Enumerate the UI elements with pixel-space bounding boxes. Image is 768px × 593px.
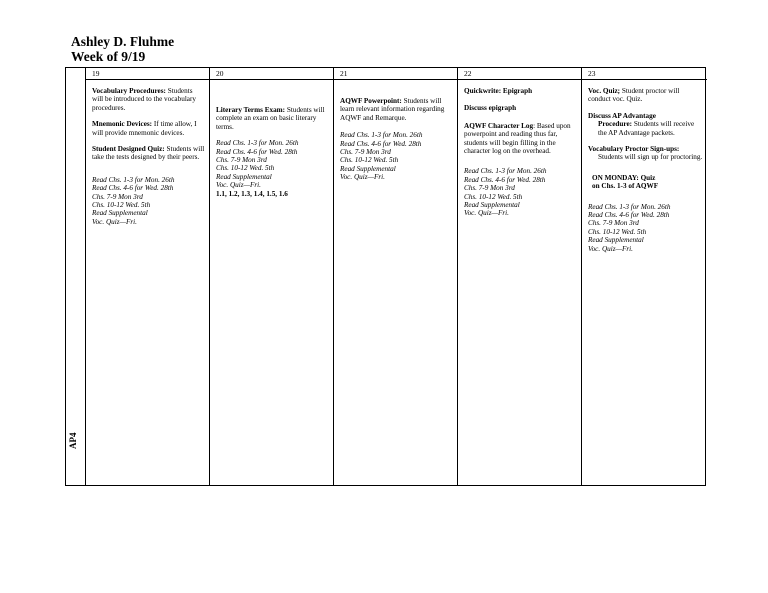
activity-text: If time allow, I will provide mnemonic devices. [92, 120, 197, 137]
notice-line: on Chs. 1-3 of AQWF [592, 182, 659, 191]
activity-title: AQWF Powerpoint: [340, 97, 402, 105]
reading-line: Read Chs. 4-6 for Wed. 28th [588, 211, 670, 220]
day-column-23 [582, 68, 707, 485]
section-list: 1.1, 1.2, 1.3, 1.4, 1.5, 1.6 [216, 189, 288, 198]
activity [92, 120, 205, 137]
reading-line: Voc. Quiz—Fri. [340, 173, 385, 182]
activity [588, 87, 703, 104]
reading-line: Read Supplemental [340, 164, 396, 173]
reading-line: Voc. Quiz—Fri. [464, 209, 509, 218]
class-period-cell [66, 68, 86, 485]
activity [588, 145, 703, 162]
activity-text: Students will take the tests designed by their peers. [92, 145, 205, 162]
reading-line: Read Supplemental [92, 209, 148, 218]
class-period-label: AP4 [68, 432, 78, 449]
activity-title: Student Designed Quiz: [92, 145, 165, 154]
reading-assignments [216, 139, 329, 189]
day-column-19 [86, 68, 210, 485]
reading-assignments [464, 167, 577, 217]
reading-line: Voc. Quiz—Fri. [216, 181, 261, 190]
reading-line: Chs. 10-12 Wed. 5th [588, 227, 647, 236]
reading-line: Read Chs. 4-6 for Wed. 28th [340, 139, 422, 148]
activity-text: Student proctor will conduct voc. Quiz. [588, 87, 680, 104]
activity [588, 112, 703, 137]
activity-title: Quickwrite: Epigraph [464, 87, 533, 95]
reading-line: Read Chs. 4-6 for Wed. 28th [92, 184, 174, 193]
day-column-20 [210, 68, 334, 485]
reading-line: Chs. 10-12 Wed. 5th [216, 164, 275, 173]
day-content [588, 87, 703, 253]
day-column-21 [334, 68, 458, 485]
day-number: 23 [582, 68, 707, 80]
monday-quiz-notice [588, 174, 703, 191]
reading-line: Chs. 10-12 Wed. 5th [340, 156, 399, 165]
day-content [92, 87, 205, 226]
page-header [71, 34, 174, 64]
reading-line: Voc. Quiz—Fri. [588, 244, 633, 253]
activity-title: AQWF Character Log [464, 121, 534, 130]
reading-line: Chs. 7-9 Mon 3rd [216, 156, 267, 165]
reading-line: Read Chs. 4-6 for Wed. 28th [464, 175, 546, 184]
activity-text: : Based upon powerpoint and reading thus far, students will begin filling in the character log on the overhead. [464, 121, 571, 156]
activity-text: Students will be introduced to the vocabulary procedures. [92, 87, 196, 112]
reading-line: Chs. 10-12 Wed. 5th [464, 192, 523, 201]
notice-line: ON MONDAY: Quiz [592, 173, 656, 182]
reading-line: Chs. 7-9 Mon 3rd [340, 148, 391, 157]
activity-title: Literary Terms Exam: [216, 106, 286, 114]
activity [340, 97, 453, 122]
reading-line: Read Chs. 1-3 for Mon. 26th [340, 131, 423, 140]
activity-text: Students will receive the AP Advantage packets. [598, 120, 695, 137]
reading-line: Chs. 7-9 Mon 3rd [92, 192, 143, 201]
activity [92, 87, 205, 112]
reading-line: Chs. 10-12 Wed. 5th [92, 201, 151, 210]
day-column-22 [458, 68, 582, 485]
reading-line: Read Supplemental [588, 236, 644, 245]
activity-title: Discuss AP Advantage [588, 111, 656, 120]
reading-line: Read Chs. 1-3 for Mon. 26th [588, 202, 671, 211]
reading-assignments [588, 203, 703, 253]
day-number: 19 [86, 68, 209, 80]
activity-title: Discuss epigraph [464, 104, 517, 113]
activity [216, 106, 329, 131]
reading-line: Read Chs. 1-3 for Mon. 26th [216, 139, 299, 148]
activity-text: Students will sign up for proctoring. [598, 153, 703, 162]
day-number: 20 [210, 68, 333, 80]
activity-title: Mnemonic Devices: [92, 120, 153, 129]
reading-assignments [92, 176, 205, 226]
reading-line: Read Chs. 1-3 for Mon. 26th [92, 175, 175, 184]
reading-line: Read Chs. 1-3 for Mon. 26th [464, 167, 547, 176]
day-content [464, 87, 577, 218]
day-content [216, 106, 329, 198]
activity [464, 122, 577, 156]
lesson-plan-table [65, 67, 706, 486]
day-content [340, 97, 453, 182]
reading-line: Voc. Quiz—Fri. [92, 217, 137, 226]
day-number: 21 [334, 68, 457, 80]
day-number: 22 [458, 68, 581, 80]
reading-line: Chs. 7-9 Mon 3rd [464, 184, 515, 193]
reading-line: Chs. 7-9 Mon 3rd [588, 219, 639, 228]
activity-text: Students will complete an exam on basic literary terms. [216, 106, 325, 131]
week-label: Week of 9/19 [71, 49, 146, 64]
activity-title: Vocabulary Proctor Sign-ups: [588, 145, 680, 154]
activity-text: Students will learn relevant information regarding AQWF and Remarque. [340, 97, 445, 122]
reading-line: Read Chs. 4-6 for Wed. 28th [216, 147, 298, 156]
reading-line: Read Supplemental [464, 201, 520, 210]
reading-assignments [340, 131, 453, 181]
reading-line: Read Supplemental [216, 172, 272, 181]
activity [92, 145, 205, 162]
activity-title: Voc. Quiz; [588, 87, 621, 95]
activity-detail [588, 120, 703, 137]
activity-subtitle: Procedure: [598, 120, 633, 129]
teacher-name: Ashley D. Fluhme [71, 34, 175, 49]
activity-title: Vocabulary Procedures: [92, 87, 166, 95]
